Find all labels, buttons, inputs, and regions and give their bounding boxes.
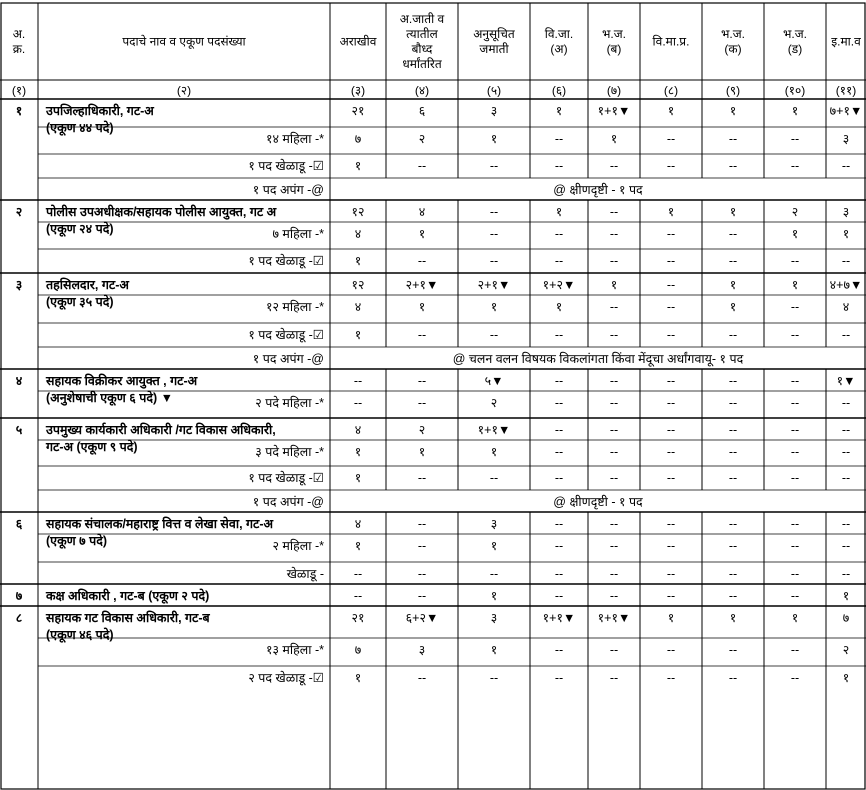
- cell-value-col-7: --: [609, 567, 619, 581]
- cell-value-col-4: --: [417, 567, 427, 581]
- cell-value-col-4: ६+२▼: [405, 611, 439, 625]
- cell-value-col-3: ७: [354, 643, 362, 657]
- cell-value-col-3: १: [354, 445, 362, 459]
- cell-value-col-5: --: [489, 205, 499, 219]
- cell-value-col-3: १२: [351, 278, 365, 292]
- cell-value-col-5: ३: [490, 517, 498, 531]
- cell-value-col-10: --: [790, 374, 800, 388]
- cell-value-col-11: --: [841, 567, 851, 581]
- cell-value-col-5: ३: [490, 104, 498, 118]
- sub-category-label: १ पद खेळाडू -☑: [248, 471, 324, 485]
- cell-value-col-8: --: [666, 328, 676, 342]
- cell-value-col-10: १: [791, 611, 799, 625]
- post-name: तहसिलदार, गट-अ: [46, 278, 129, 292]
- cell-value-col-8: --: [666, 396, 676, 410]
- cell-value-col-11: ४+७▼: [829, 278, 863, 292]
- header-label-col-5: अनुसूचित: [473, 27, 515, 41]
- cell-value-col-11: --: [841, 396, 851, 410]
- post-name: (एकूण ३५ पदे): [46, 295, 114, 309]
- cell-value-col-6: --: [554, 254, 564, 268]
- cell-value-col-9: --: [728, 328, 738, 342]
- cell-value-col-10: २: [791, 205, 799, 219]
- cell-value-col-9: --: [728, 589, 738, 603]
- cell-value-col-8: --: [666, 278, 676, 292]
- cell-value-col-10: १: [791, 227, 799, 241]
- cell-value-col-3: ४: [354, 227, 362, 241]
- cell-value-col-9: १: [729, 278, 737, 292]
- cell-value-col-9: १: [729, 611, 737, 625]
- cell-value-col-3: ४: [354, 300, 362, 314]
- sub-category-label: १ पद खेळाडू -☑: [248, 254, 324, 268]
- cell-value-col-5: १: [490, 643, 498, 657]
- header-label-col-10: (ड): [787, 42, 803, 56]
- cell-value-col-4: ४: [418, 205, 426, 219]
- cell-value-col-9: --: [728, 445, 738, 459]
- cell-value-col-3: १: [354, 471, 362, 485]
- cell-value-col-9: --: [728, 374, 738, 388]
- cell-value-col-6: --: [554, 328, 564, 342]
- cell-value-col-7: --: [609, 300, 619, 314]
- cell-value-col-9: --: [728, 159, 738, 173]
- cell-value-col-9: १: [729, 205, 737, 219]
- cell-value-col-6: --: [554, 643, 564, 657]
- cell-value-col-8: --: [666, 567, 676, 581]
- serial-number: १: [15, 104, 23, 118]
- post-name: (एकूण ४६ पदे): [46, 628, 114, 642]
- cell-value-col-7: १+१▼: [597, 611, 631, 625]
- cell-value-col-8: --: [666, 589, 676, 603]
- cell-value-col-6: --: [554, 396, 564, 410]
- cell-value-col-10: --: [790, 517, 800, 531]
- header-number-col-6: (६): [551, 83, 567, 98]
- cell-value-col-9: --: [728, 132, 738, 146]
- cell-value-col-5: १: [490, 300, 498, 314]
- cell-value-col-7: --: [609, 423, 619, 437]
- cell-value-col-5: ३: [490, 611, 498, 625]
- sub-category-label: ७ महिला -*: [272, 227, 324, 241]
- cell-value-col-9: १: [729, 300, 737, 314]
- cell-value-col-5: १: [490, 539, 498, 553]
- header-number-col-9: (९): [725, 83, 741, 98]
- cell-value-col-10: --: [790, 589, 800, 603]
- cell-value-col-10: १: [791, 278, 799, 292]
- cell-value-col-6: --: [554, 539, 564, 553]
- cell-value-col-5: --: [489, 254, 499, 268]
- cell-value-col-11: १: [842, 227, 850, 241]
- cell-value-col-5: १: [490, 445, 498, 459]
- cell-value-col-9: --: [728, 643, 738, 657]
- serial-number: ५: [15, 423, 23, 437]
- cell-value-col-10: --: [790, 471, 800, 485]
- cell-value-col-7: १: [610, 278, 618, 292]
- cell-value-col-7: --: [609, 396, 619, 410]
- cell-value-col-11: --: [841, 159, 851, 173]
- cell-value-col-4: --: [417, 374, 427, 388]
- post-name: सहायक विक्रीकर आयुक्त , गट-अ: [46, 374, 198, 388]
- cell-value-col-4: --: [417, 539, 427, 553]
- header-label-col-4: बौध्द: [411, 42, 433, 56]
- cell-value-col-3: १२: [351, 205, 365, 219]
- cell-value-col-4: --: [417, 471, 427, 485]
- cell-value-col-6: --: [554, 445, 564, 459]
- header-label-col-4: धर्मांतरित: [402, 57, 442, 71]
- cell-value-col-6: --: [554, 374, 564, 388]
- cell-value-col-11: २: [842, 643, 850, 657]
- cell-value-col-10: --: [790, 671, 800, 685]
- cell-value-col-4: ३: [418, 643, 426, 657]
- header-label-col-10: भ.ज.: [782, 27, 808, 41]
- cell-value-col-6: --: [554, 517, 564, 531]
- cell-value-col-4: --: [417, 589, 427, 603]
- cell-value-col-6: --: [554, 227, 564, 241]
- header-label-col-6: वि.जा.: [544, 27, 574, 41]
- cell-value-col-10: --: [790, 567, 800, 581]
- cell-value-col-8: --: [666, 159, 676, 173]
- header-label-col-6: (अ): [550, 42, 568, 56]
- cell-value-col-4: १: [418, 227, 426, 241]
- cell-value-col-4: --: [417, 671, 427, 685]
- cell-value-col-11: ४: [842, 300, 850, 314]
- header-number-col-8: (८): [663, 83, 679, 98]
- cell-value-col-9: --: [728, 567, 738, 581]
- cell-value-col-4: २: [418, 423, 426, 437]
- sub-category-label: १ पद अपंग -@: [252, 183, 324, 197]
- cell-value-col-10: --: [790, 423, 800, 437]
- header-number-col-11: (११): [835, 83, 857, 98]
- sub-category-label: ३ पदे महिला -*: [255, 445, 324, 459]
- cell-value-col-4: २: [418, 132, 426, 146]
- header-number-col-7: (७): [606, 83, 622, 98]
- cell-value-col-7: --: [609, 254, 619, 268]
- sub-category-label: १३ महिला -*: [265, 643, 324, 657]
- cell-value-col-6: --: [554, 132, 564, 146]
- serial-number: ३: [15, 278, 23, 292]
- cell-value-col-9: --: [728, 227, 738, 241]
- cell-value-col-8: --: [666, 471, 676, 485]
- sub-category-label: १ पद अपंग -@: [252, 352, 324, 366]
- cell-value-col-8: --: [666, 300, 676, 314]
- sub-category-label: १ पद अपंग -@: [252, 495, 324, 509]
- header-label-col-11: इ.मा.व: [831, 34, 861, 49]
- header-number-col-2: (२): [176, 83, 192, 98]
- header-label-col-7: (ब): [606, 42, 622, 56]
- cell-value-col-6: --: [554, 589, 564, 603]
- cell-value-col-3: १: [354, 539, 362, 553]
- sub-category-label: २ पद खेळाडू -☑: [248, 671, 324, 685]
- cell-value-col-11: ७: [842, 611, 850, 625]
- cell-value-col-5: --: [489, 328, 499, 342]
- cell-value-col-4: --: [417, 396, 427, 410]
- cell-value-col-7: --: [609, 374, 619, 388]
- cell-value-col-3: ४: [354, 423, 362, 437]
- sub-category-label: १ पद खेळाडू -☑: [248, 159, 324, 173]
- cell-value-col-9: १: [729, 104, 737, 118]
- cell-value-col-6: --: [554, 471, 564, 485]
- header-label-col-4: त्यातील: [406, 27, 438, 41]
- cell-value-col-7: --: [609, 539, 619, 553]
- cell-value-col-3: १: [354, 254, 362, 268]
- header-label-col-9: भ.ज.: [720, 27, 746, 41]
- cell-value-col-10: --: [790, 328, 800, 342]
- header-label-col-9: (क): [724, 42, 742, 56]
- cell-value-col-7: १+१▼: [597, 104, 631, 118]
- header-number-col-10: (१०): [784, 83, 806, 98]
- cell-value-col-8: १: [667, 611, 675, 625]
- cell-value-col-10: --: [790, 254, 800, 268]
- cell-value-col-11: --: [841, 517, 851, 531]
- cell-value-col-3: २१: [351, 611, 365, 625]
- cell-value-col-5: --: [489, 227, 499, 241]
- sub-category-label: २ पदे महिला -*: [255, 396, 324, 410]
- serial-number: २: [15, 205, 23, 219]
- cell-value-col-7: --: [609, 445, 619, 459]
- cell-value-col-5: --: [489, 159, 499, 173]
- cell-value-col-8: --: [666, 445, 676, 459]
- header-label-col-3: अराखीव: [339, 34, 377, 49]
- post-name: सहायक संचालक/महाराष्ट्र वित्त व लेखा सेवा, गट-अ: [46, 517, 274, 531]
- cell-value-col-11: ३: [842, 132, 850, 146]
- cell-value-col-3: --: [353, 374, 363, 388]
- cell-value-col-5: ५▼: [484, 374, 504, 388]
- post-name: उपमुख्य कार्यकारी अधिकारी /गट विकास अधिकारी,: [46, 423, 276, 437]
- cell-value-col-7: --: [609, 471, 619, 485]
- serial-number: ७: [15, 589, 23, 603]
- serial-number: ६: [15, 517, 23, 531]
- sub-category-label: १२ महिला -*: [265, 300, 324, 314]
- header-label-col-7: भ.ज.: [601, 27, 627, 41]
- sub-category-label: १४ महिला -*: [265, 132, 324, 146]
- post-name: गट-अ (एकूण ९ पदे): [46, 440, 138, 454]
- cell-value-col-7: --: [609, 205, 619, 219]
- cell-value-col-11: --: [841, 254, 851, 268]
- header-label-col-5: जमाती: [479, 42, 509, 56]
- cell-value-col-3: --: [353, 396, 363, 410]
- cell-value-col-6: १: [555, 104, 563, 118]
- cell-value-col-5: १: [490, 132, 498, 146]
- cell-value-col-10: --: [790, 159, 800, 173]
- cell-value-col-4: २+१▼: [405, 278, 439, 292]
- header-label-col-1: अ.: [12, 27, 26, 41]
- cell-value-col-6: १+१▼: [542, 611, 576, 625]
- cell-value-col-11: १▼: [836, 374, 856, 388]
- cell-value-col-8: --: [666, 517, 676, 531]
- serial-number: ८: [15, 611, 23, 625]
- cell-value-col-9: --: [728, 254, 738, 268]
- post-name: (एकूण २४ पदे): [46, 222, 114, 236]
- cell-value-col-10: --: [790, 300, 800, 314]
- cell-value-col-4: --: [417, 517, 427, 531]
- cell-value-col-5: २+१▼: [477, 278, 511, 292]
- cell-value-col-9: --: [728, 517, 738, 531]
- cell-value-col-7: --: [609, 517, 619, 531]
- cell-value-col-3: १: [354, 159, 362, 173]
- post-name: (एकूण ४४ पदे): [46, 121, 114, 135]
- post-name: कक्ष अधिकारी , गट-ब (एकूण २ पदे): [46, 589, 210, 603]
- cell-value-col-10: --: [790, 396, 800, 410]
- cell-value-col-6: १+२▼: [542, 278, 576, 292]
- post-name: सहायक गट विकास अधिकारी, गट-ब: [46, 611, 210, 625]
- cell-value-col-8: १: [667, 205, 675, 219]
- cell-value-col-8: --: [666, 227, 676, 241]
- cell-value-col-3: १: [354, 671, 362, 685]
- cell-value-col-3: २१: [351, 104, 365, 118]
- header-number-col-5: (५): [486, 83, 502, 98]
- cell-value-col-8: --: [666, 643, 676, 657]
- cell-value-col-6: --: [554, 423, 564, 437]
- cell-value-col-3: --: [353, 589, 363, 603]
- cell-value-col-5: --: [489, 471, 499, 485]
- cell-value-col-4: १: [418, 300, 426, 314]
- sub-category-label: खेळाडू -: [286, 567, 324, 581]
- cell-value-col-11: --: [841, 423, 851, 437]
- cell-value-col-10: १: [791, 104, 799, 118]
- cell-value-col-9: --: [728, 671, 738, 685]
- post-name: (एकूण ७ पदे): [46, 534, 108, 548]
- cell-value-col-9: --: [728, 471, 738, 485]
- cell-value-col-5: १: [490, 589, 498, 603]
- cell-value-col-5: --: [489, 671, 499, 685]
- cell-value-col-7: --: [609, 159, 619, 173]
- cell-value-col-7: --: [609, 643, 619, 657]
- cell-value-col-3: ७: [354, 132, 362, 146]
- post-name: (अनुशेषाची एकूण ६ पदे) ▼: [46, 391, 174, 405]
- cell-value-col-10: --: [790, 539, 800, 553]
- cell-value-col-11: ३: [842, 205, 850, 219]
- cell-value-col-8: --: [666, 539, 676, 553]
- cell-value-col-5: २: [490, 396, 498, 410]
- cell-value-col-4: --: [417, 328, 427, 342]
- cell-value-col-11: --: [841, 328, 851, 342]
- header-label-col-4: अ.जाती व: [399, 12, 445, 26]
- cell-value-col-11: ७+१▼: [829, 104, 863, 118]
- cell-value-col-4: ६: [418, 104, 426, 118]
- cell-value-col-6: --: [554, 159, 564, 173]
- cell-value-col-8: --: [666, 423, 676, 437]
- cell-value-col-10: --: [790, 643, 800, 657]
- merged-note: @ क्षीणदृष्टी - १ पद: [553, 183, 643, 197]
- header-label-col-2: पदाचे नाव व एकूण पदसंख्या: [122, 34, 246, 49]
- header-label-col-1: क्र.: [12, 42, 26, 56]
- cell-value-col-11: --: [841, 539, 851, 553]
- cell-value-col-4: १: [418, 445, 426, 459]
- cell-value-col-8: --: [666, 671, 676, 685]
- merged-note: @ चलन वलन विषयक विकलांगता किंवा मेंदूचा अर्धांगवायू- १ पद: [452, 352, 744, 366]
- cell-value-col-11: १: [842, 589, 850, 603]
- cell-value-col-10: --: [790, 445, 800, 459]
- header-number-col-1: (१): [11, 83, 27, 98]
- post-name: पोलीस उपअधीक्षक/सहायक पोलीस आयुक्त, गट अ: [46, 205, 277, 219]
- sub-category-label: २ महिला -*: [272, 539, 324, 553]
- cell-value-col-8: --: [666, 254, 676, 268]
- cell-value-col-9: --: [728, 423, 738, 437]
- cell-value-col-8: १: [667, 104, 675, 118]
- cell-value-col-5: --: [489, 567, 499, 581]
- cell-value-col-11: --: [841, 471, 851, 485]
- cell-value-col-4: --: [417, 159, 427, 173]
- cell-value-col-6: १: [555, 205, 563, 219]
- cell-value-col-11: १: [842, 671, 850, 685]
- cell-value-col-7: --: [609, 589, 619, 603]
- cell-value-col-9: --: [728, 539, 738, 553]
- cell-value-col-11: --: [841, 445, 851, 459]
- post-name: उपजिल्हाधिकारी, गट-अ: [46, 104, 154, 118]
- cell-value-col-6: --: [554, 567, 564, 581]
- cell-value-col-8: --: [666, 374, 676, 388]
- cell-value-col-7: --: [609, 671, 619, 685]
- header-number-col-3: (३): [350, 83, 366, 98]
- cell-value-col-9: --: [728, 396, 738, 410]
- cell-value-col-7: --: [609, 227, 619, 241]
- serial-number: ४: [15, 374, 23, 388]
- cell-value-col-4: --: [417, 254, 427, 268]
- cell-value-col-3: १: [354, 328, 362, 342]
- cell-value-col-6: १: [555, 300, 563, 314]
- sub-category-label: १ पद खेळाडू -☑: [248, 328, 324, 342]
- cell-value-col-6: --: [554, 671, 564, 685]
- header-number-col-4: (४): [414, 83, 430, 98]
- cell-value-col-3: ४: [354, 517, 362, 531]
- merged-note: @ क्षीणदृष्टी - १ पद: [553, 495, 643, 509]
- cell-value-col-5: १+१▼: [477, 423, 511, 437]
- header-label-col-8: वि.मा.प्र.: [652, 34, 690, 49]
- cell-value-col-7: १: [610, 132, 618, 146]
- cell-value-col-3: --: [353, 567, 363, 581]
- cell-value-col-7: --: [609, 328, 619, 342]
- cell-value-col-10: --: [790, 132, 800, 146]
- cell-value-col-8: --: [666, 132, 676, 146]
